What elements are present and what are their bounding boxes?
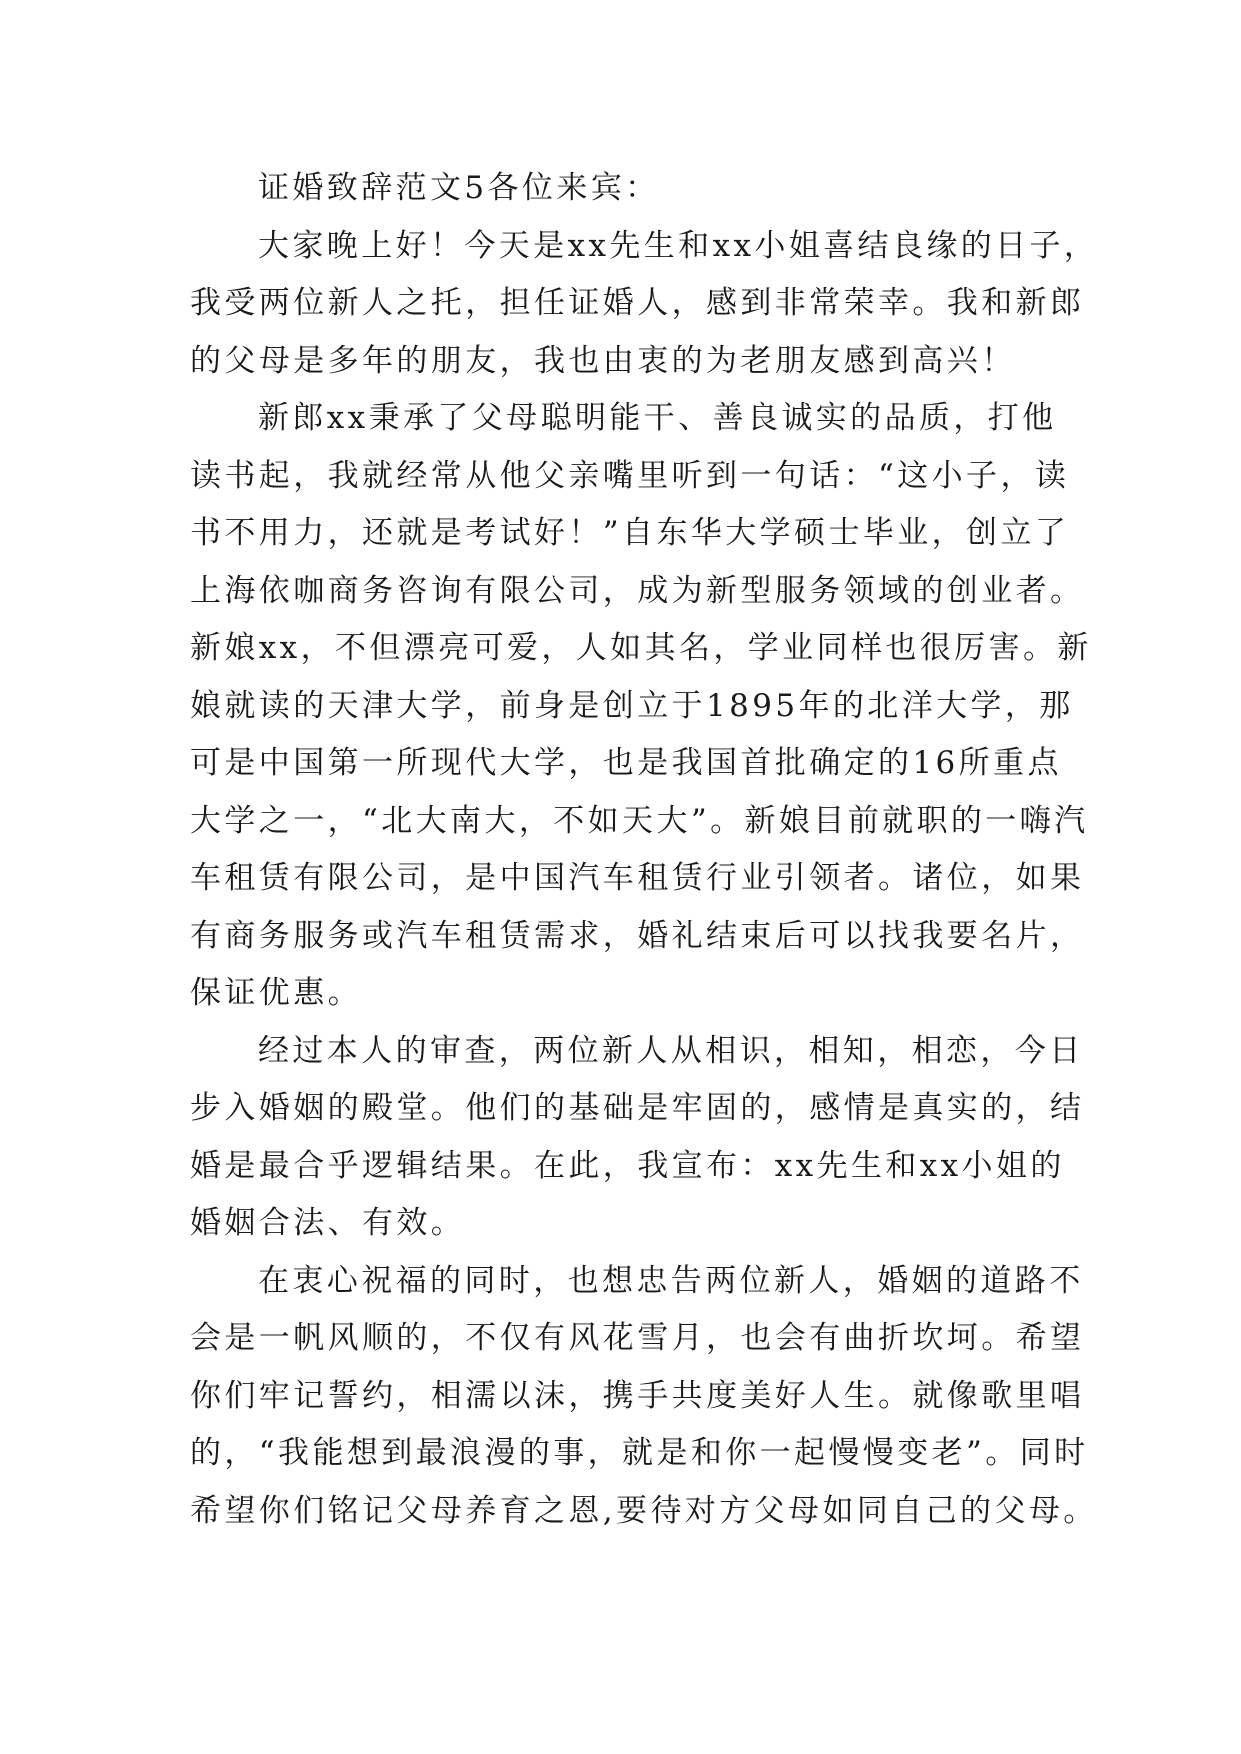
paragraph-line: 大学之一，“北大南大，不如天大”。新娘目前就职的一嗨汽 <box>190 802 1089 839</box>
paragraph-line: 你们牢记誓约，相濡以沫，携手共度美好人生。就像歌里唱 <box>190 1377 1085 1414</box>
paragraph-line: 可是中国第一所现代大学，也是我国首批确定的16所重点 <box>190 745 1062 781</box>
paragraph-line: 上海依咖商务咨询有限公司，成为新型服务领域的创业者。 <box>190 572 1085 609</box>
paragraph-line: 读书起，我就经常从他父亲嘴里听到一句话：“这小子，读 <box>190 457 1070 494</box>
paragraph-line: 车租赁有限公司，是中国汽车租赁行业引领者。诸位，如果 <box>190 860 1085 896</box>
paragraph-line: 有商务服务或汽车租赁需求，婚礼结束后可以找我要名片， <box>190 917 1085 954</box>
paragraph-line: 新郎xx秉承了父母聪明能干、善良诚实的品质，打他 <box>258 400 1057 436</box>
paragraph-line: 娘就读的天津大学，前身是创立于1895年的北洋大学，那 <box>190 687 1074 724</box>
paragraph-line: 大家晚上好！今天是xx先生和xx小姐喜结良缘的日子， <box>258 227 1099 264</box>
paragraph-line: 步入婚姻的殿堂。他们的基础是牢固的，感情是真实的，结 <box>190 1090 1085 1126</box>
paragraph-line: 经过本人的审查，两位新人从相识，相知，相恋，今日 <box>258 1032 1084 1069</box>
paragraph-line: 婚是最合乎逻辑结果。在此，我宣布：xx先生和xx小姐的 <box>190 1147 1065 1184</box>
paragraph-line: 婚姻合法、有效。 <box>190 1205 466 1241</box>
paragraph-line: 书不用力，还就是考试好！”自东华大学硕士毕业，创立了 <box>190 515 1070 551</box>
document-body <box>190 160 1099 1540</box>
paragraph-line: 的父母是多年的朋友，我也由衷的为老朋友感到高兴！ <box>190 342 1016 379</box>
title-line: 证婚致辞范文5各位来宾： <box>258 170 660 206</box>
paragraph-line: 新娘xx，不但漂亮可爱，人如其名，学业同样也很厉害。新 <box>190 630 1092 666</box>
paragraph-line: 保证优惠。 <box>190 975 362 1011</box>
paragraph-line: 会是一帆风顺的，不仅有风花雪月，也会有曲折坎坷。希望 <box>190 1320 1085 1356</box>
paragraph-line: 在衷心祝福的同时，也想忠告两位新人，婚姻的道路不 <box>258 1262 1084 1299</box>
paragraph-line: 的，“我能想到最浪漫的事，就是和你一起慢慢变老”。同时 <box>190 1435 1089 1471</box>
paragraph-line: 我受两位新人之托，担任证婚人，感到非常荣幸。我和新郎 <box>190 285 1085 321</box>
paragraph-line: 希望你们铭记父母养育之恩,要待对方父母如同自己的父母。 <box>190 1492 1098 1529</box>
